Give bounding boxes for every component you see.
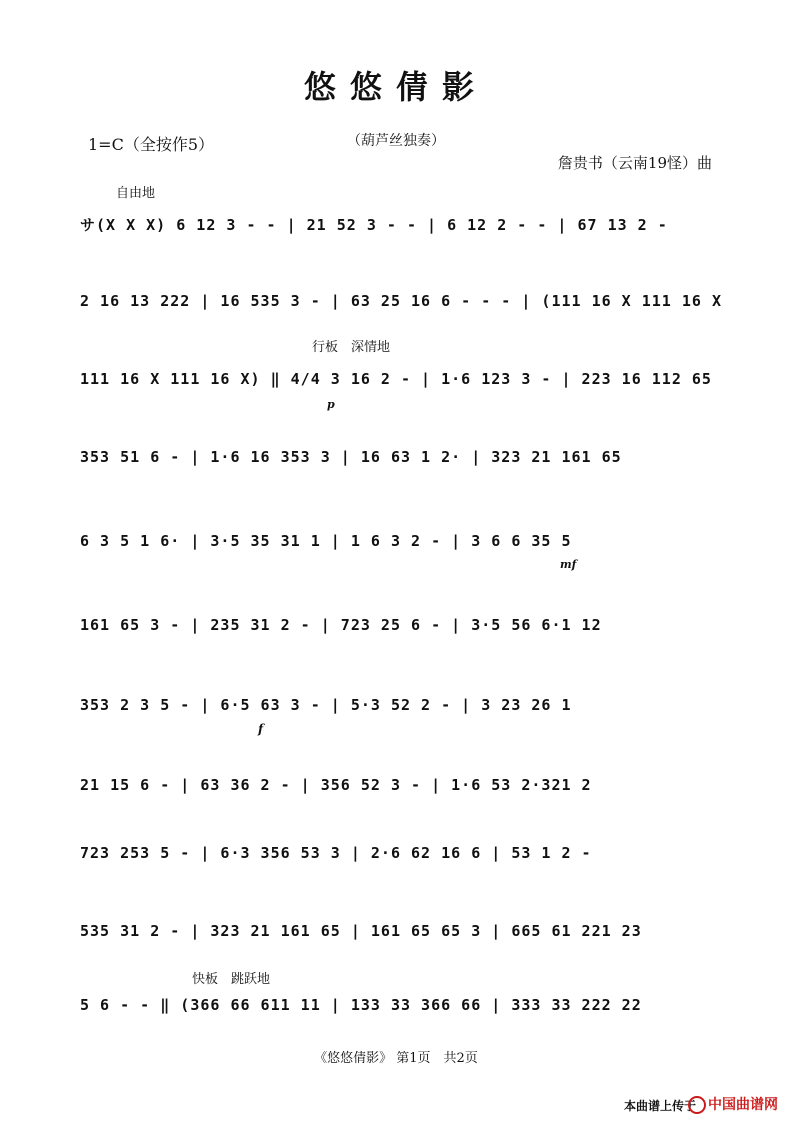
score-line-6: 161 65 3 - | 235 31 2 - | 723 25 6 - | 3·5 56 6·1 12 (80, 616, 602, 634)
dynamic-mf: mf (560, 558, 577, 571)
score-line-1: サ(X X X) 6 12 3 - - | 21 52 3 - - | 6 12 2 - - | 67 13 2 - (80, 216, 668, 234)
page-title: 悠悠倩影 (303, 68, 488, 106)
dynamic-p: p (327, 398, 335, 411)
site-logo-icon (688, 1096, 706, 1114)
tempo-fast: 快板 跳跃地 (192, 972, 271, 987)
upload-note: 本曲谱上传于 (623, 1099, 696, 1113)
dynamic-f: f (258, 722, 264, 736)
tempo-free: 自由地 (116, 186, 156, 201)
score-line-3: 111 16 X 111 16 X) ‖ 4/4 3 16 2 - | 1·6 123 3 - | 223 16 112 65 (80, 370, 712, 388)
score-line-9: 723 253 5 - | 6·3 356 53 3 | 2·6 62 16 6 | 53 1 2 - (80, 844, 592, 862)
page-footer: 《悠悠倩影》 第1页 共2页 (314, 1051, 478, 1066)
score-line-4: 353 51 6 - | 1·6 16 353 3 | 16 63 1 2· | 323 21 161 65 (80, 448, 622, 466)
site-logo (688, 1094, 778, 1114)
score-line-11: 5 6 - - ‖ (366 66 611 11 | 133 33 366 66 | 333 33 222 22 (80, 996, 642, 1014)
subtitle: （葫芦丝独奏） (347, 133, 445, 149)
tempo-moderate: 行板 深情地 (312, 340, 391, 355)
site-logo-text: 中国曲谱网 (708, 1097, 778, 1113)
score-line-10: 535 31 2 - | 323 21 161 65 | 161 65 65 3 | 665 61 221 23 (80, 922, 642, 940)
score-line-5: 6 3 5 1 6· | 3·5 35 31 1 | 1 6 3 2 - | 3 6 6 35 5 (80, 532, 572, 550)
score-line-2: 2 16 13 222 | 16 535 3 - | 63 25 16 6 - - - | (111 16 X 111 16 X (80, 292, 722, 310)
score-line-8: 21 15 6 - | 63 36 2 - | 356 52 3 - | 1·6 53 2·321 2 (80, 776, 592, 794)
score-line-7: 353 2 3 5 - | 6·5 63 3 - | 5·3 52 2 - | 3 23 26 1 (80, 696, 572, 714)
composer: 詹贵书（云南19怪）曲 (557, 154, 712, 172)
key-signature: 1=C（全按作5） (88, 135, 215, 154)
